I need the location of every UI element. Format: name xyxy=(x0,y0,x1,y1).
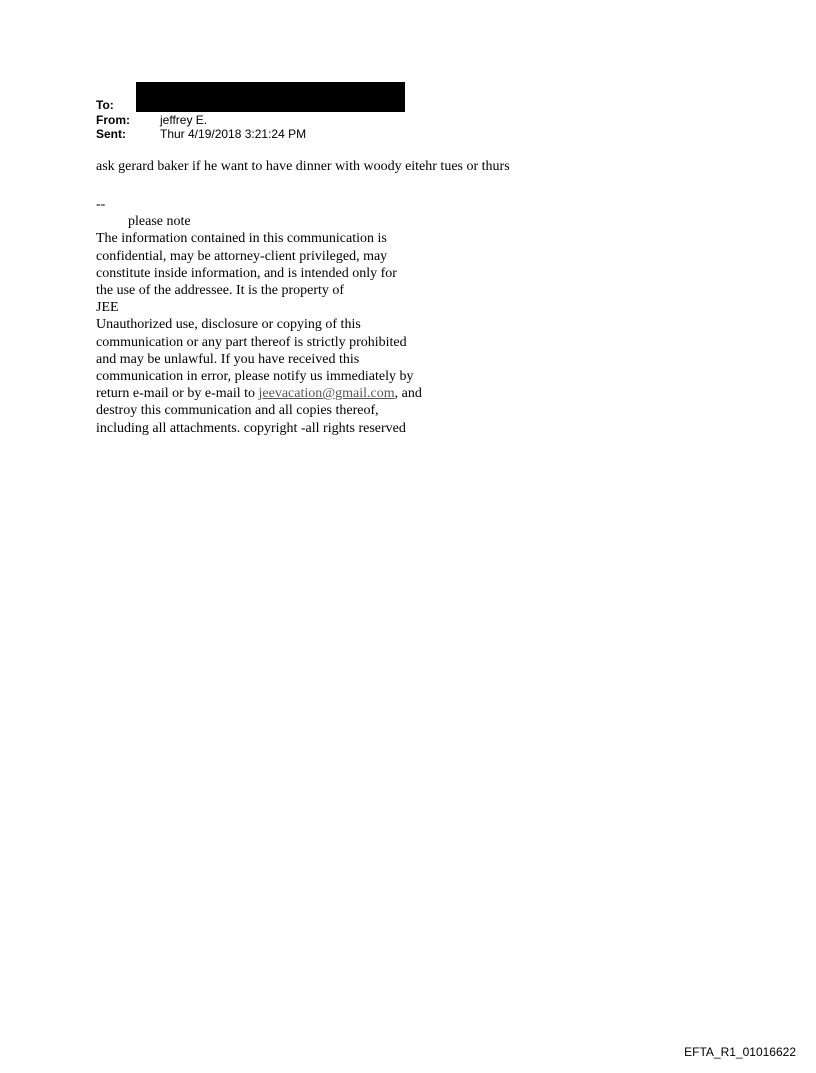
disclaimer-line: constitute inside information, and is intended only for xyxy=(96,265,397,281)
disclaimer-email-line xyxy=(96,385,422,402)
disclaimer-line: communication or any part thereof is strictly prohibited xyxy=(96,334,407,350)
disclaimer-line: Unauthorized use, disclosure or copying of this xyxy=(96,317,361,333)
email-line-prefix: return e-mail or by e-mail to xyxy=(96,386,259,402)
message-body: ask gerard baker if he want to have dinner with woody eitehr tues or thurs xyxy=(96,159,510,174)
signature-block xyxy=(96,196,422,437)
disclaimer-line: and may be unlawful. If you have received this xyxy=(96,351,360,367)
redaction-bar xyxy=(136,82,405,112)
disclaimer-line: confidential, may be attorney-client privileged, may xyxy=(96,248,388,264)
signature-separator: -- xyxy=(96,197,106,212)
disclaimer-line: communication in error, please notify us immediately by xyxy=(96,369,414,385)
disclaimer-line: the use of the addressee. It is the property of xyxy=(96,283,345,299)
email-line-suffix: , and xyxy=(394,386,422,402)
from-label: From: xyxy=(96,113,130,127)
to-label: To: xyxy=(96,98,114,112)
disclaimer-line: destroy this communication and all copies thereof, xyxy=(96,403,379,419)
signature-note: please note xyxy=(128,214,191,230)
sent-value: Thur 4/19/2018 3:21:24 PM xyxy=(160,127,307,141)
disclaimer-line: The information contained in this communication is xyxy=(96,231,387,247)
sent-label: Sent: xyxy=(96,127,126,141)
from-value: jeffrey E. xyxy=(160,113,208,127)
disclaimer-line: including all attachments. copyright -all rights reserved xyxy=(96,420,406,436)
disclaimer-line: JEE xyxy=(96,300,119,316)
document-id: EFTA_R1_01016622 xyxy=(684,1045,796,1059)
email-link[interactable]: jeevacation@gmail.com xyxy=(258,386,395,402)
